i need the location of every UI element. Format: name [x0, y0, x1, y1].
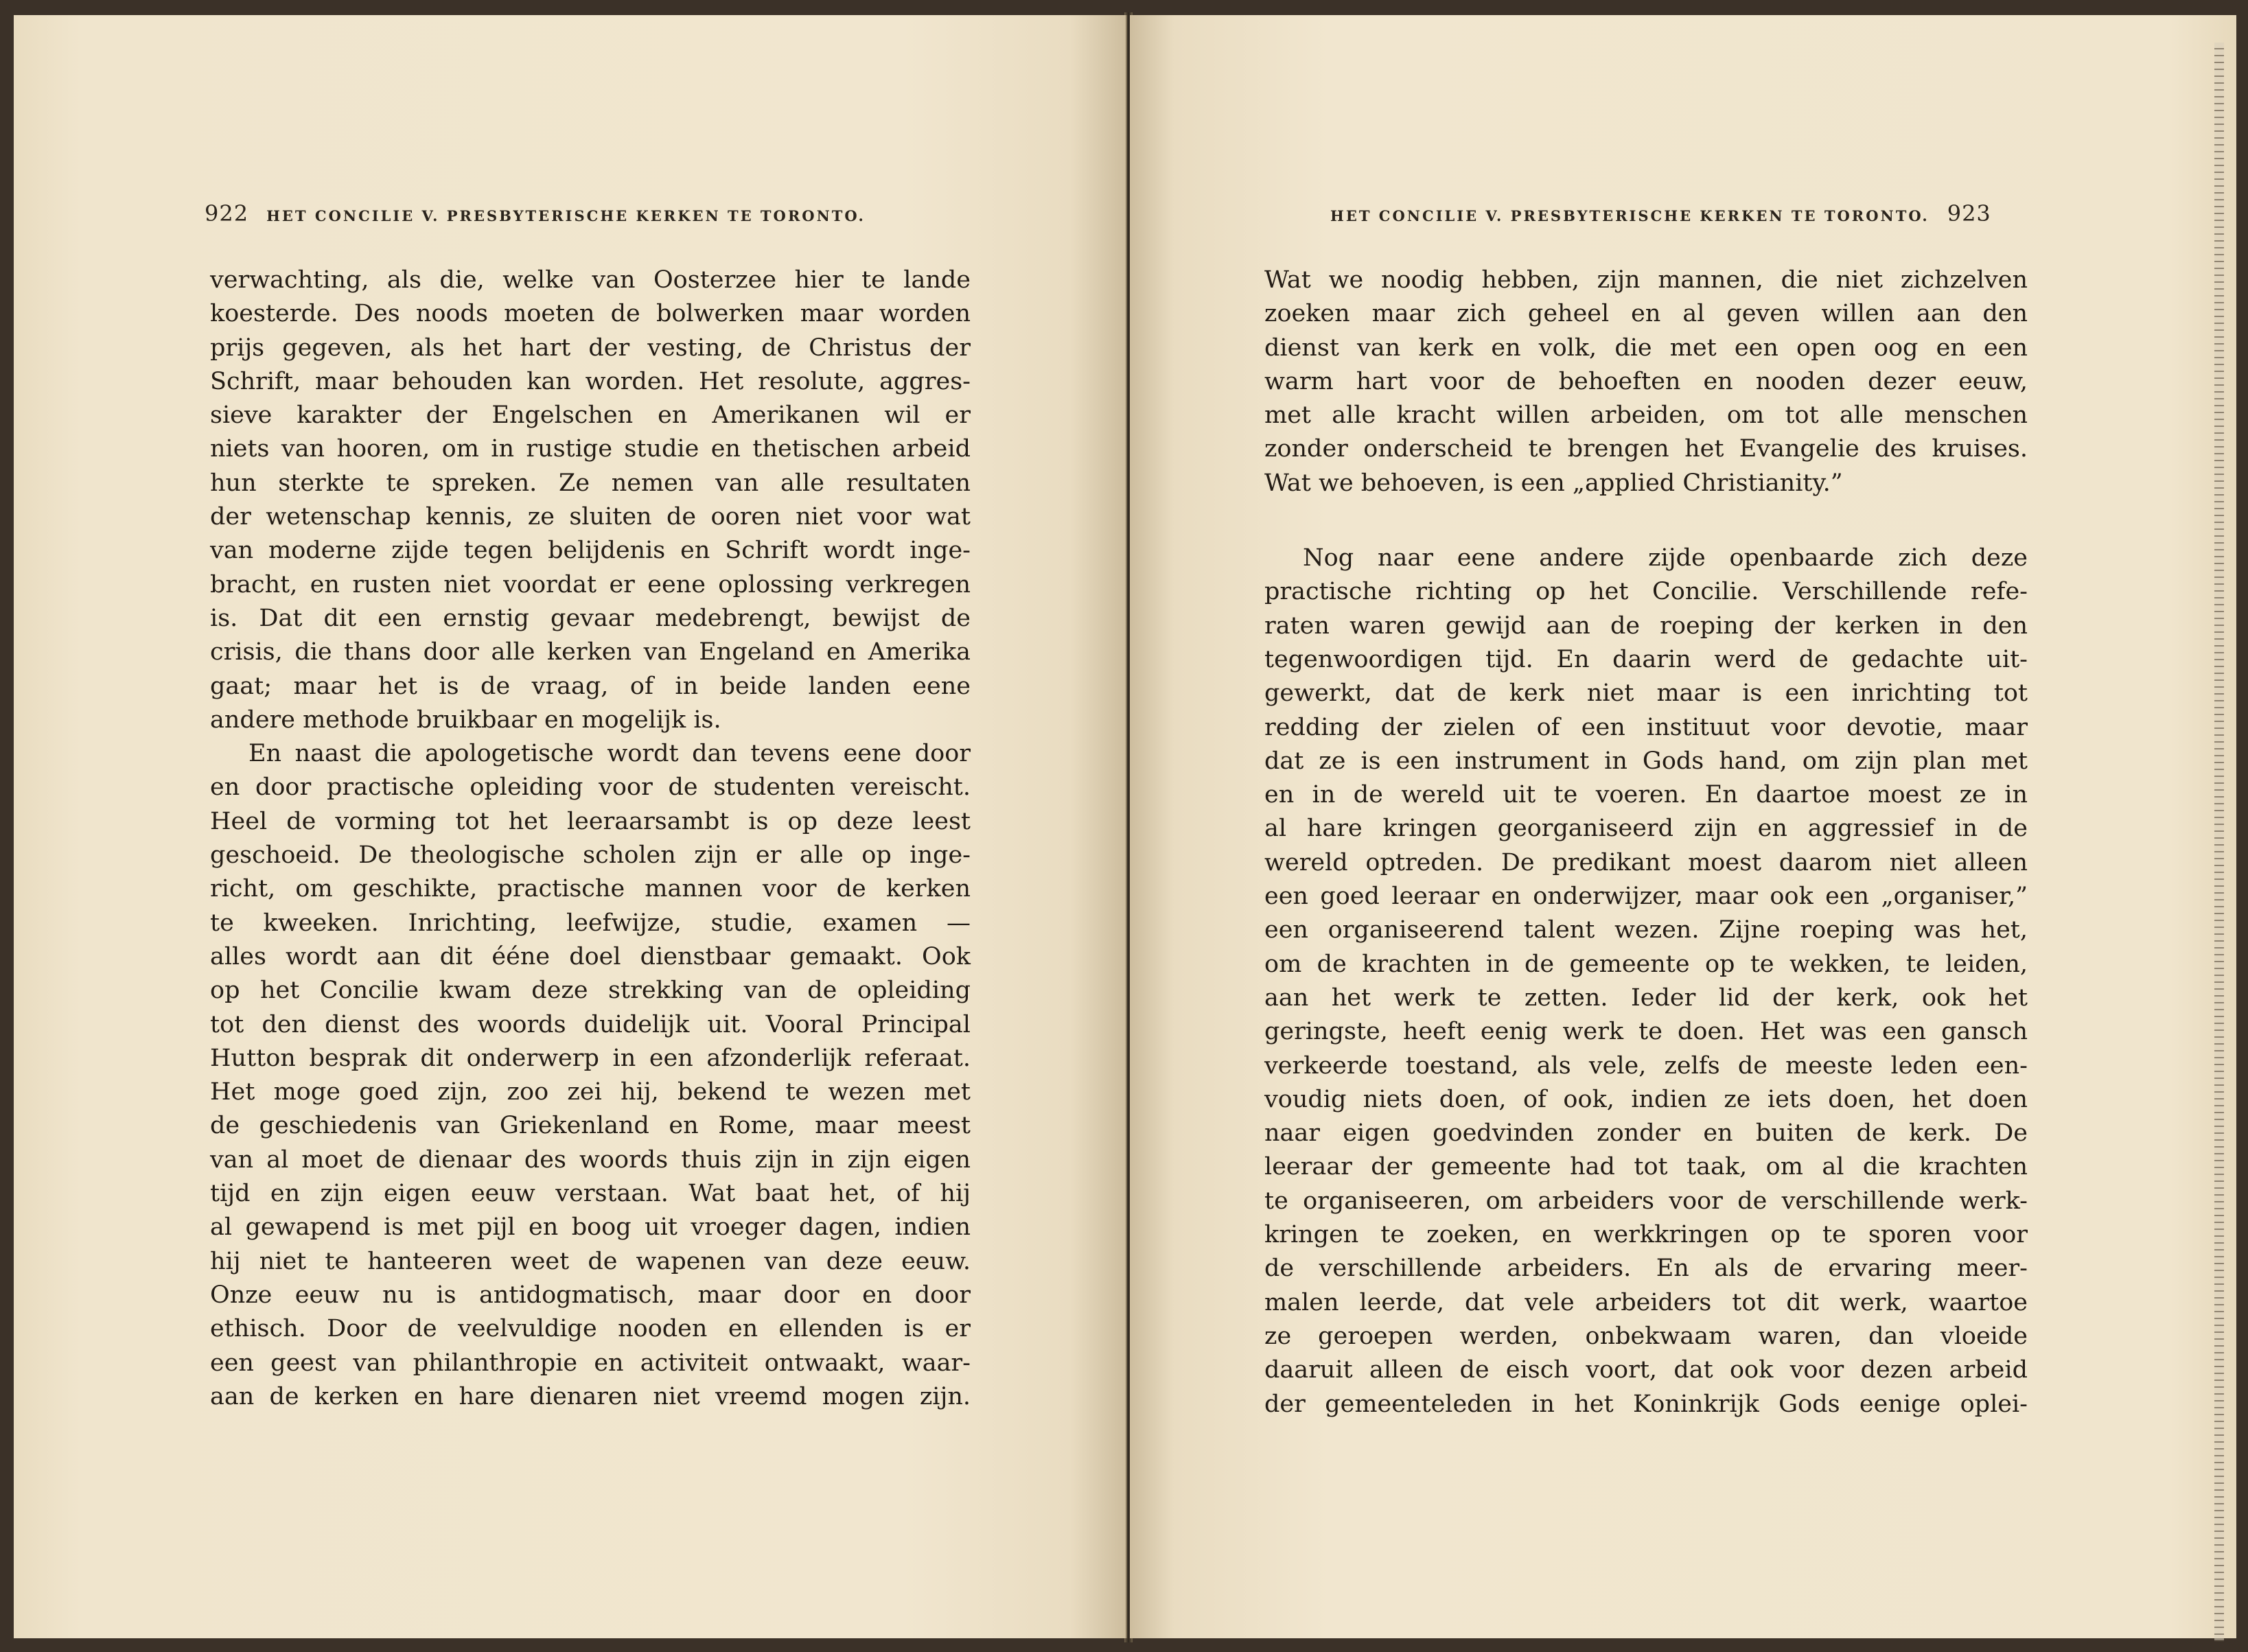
- text-line: malen leerde, dat vele arbeiders tot dit werk, waartoe: [1264, 1288, 2028, 1316]
- text-line: crisis, die thans door alle kerken van Engeland en Amerika: [210, 638, 971, 666]
- text-line: ze geroepen werden, onbekwaam waren, dan vloeide: [1264, 1322, 2028, 1350]
- text-line: tijd en zijn eigen eeuw verstaan. Wat baat het, of hij: [210, 1180, 971, 1208]
- left-page-number: 922: [205, 200, 249, 226]
- text-line: Wat we noodig hebben, zijn mannen, die niet zichzelven: [1264, 266, 2028, 294]
- text-line: ethisch. Door de veelvuldige nooden en ellenden is er: [210, 1315, 971, 1343]
- text-line: zonder onderscheid te brengen het Evangelie des kruises.: [1264, 435, 2028, 463]
- text-line: alles wordt aan dit ééne doel dienstbaar gemaakt. Ook: [210, 942, 971, 970]
- text-line: warm hart voor de behoeften en nooden dezer eeuw,: [1264, 367, 2028, 395]
- text-line: al gewapend is met pijl en boog uit vroeger dagen, indien: [210, 1213, 971, 1242]
- text-line: een organiseerend talent wezen. Zijne roeping was het,: [1264, 916, 2028, 944]
- text-line: dienst van kerk en volk, die met een open oog en een: [1264, 334, 2028, 362]
- text-line: Schrift, maar behouden kan worden. Het resolute, aggres-: [210, 367, 971, 395]
- text-line: gaat; maar het is de vraag, of in beide landen eene: [210, 672, 971, 700]
- text-line: koesterde. Des noods moeten de bolwerken maar worden: [210, 300, 971, 328]
- text-line: geschoeid. De theologische scholen zijn er alle op inge-: [210, 841, 971, 870]
- text-line: raten waren gewijd aan de roeping der kerken in den: [1264, 612, 2028, 640]
- text-line: voudig niets doen, of ook, indien ze iets doen, het doen: [1264, 1085, 2028, 1113]
- text-line: sieve karakter der Engelschen en Amerikanen wil er: [210, 402, 971, 430]
- text-line: Wat we behoeven, is een „applied Christianity.”: [1264, 469, 1843, 497]
- paragraph-gap: [1264, 500, 2028, 542]
- text-line: prijs gegeven, als het hart der vesting, de Christus der: [210, 334, 971, 362]
- text-line: richt, om geschikte, practische mannen voor de kerken: [210, 875, 971, 903]
- text-line: te kweeken. Inrichting, leefwijze, studie, examen —: [210, 909, 971, 937]
- text-line: der gemeenteleden in het Koninkrijk Gods eenige oplei-: [1264, 1390, 2028, 1418]
- text-line: te organiseeren, om arbeiders voor de verschillende werk-: [1264, 1187, 2028, 1215]
- text-line: om de krachten in de gemeente op te wekken, te leiden,: [1264, 950, 2028, 978]
- text-line: van moderne zijde tegen belijdenis en Schrift wordt inge-: [210, 537, 971, 565]
- text-line: zoeken maar zich geheel en al geven willen aan den: [1264, 300, 2028, 328]
- text-line: hun sterkte te spreken. Ze nemen van alle resultaten: [210, 469, 971, 497]
- left-running-head: [205, 200, 866, 226]
- text-line: Nog naar eene andere zijde openbaarde zich deze: [1303, 544, 2028, 572]
- left-page: [14, 15, 1127, 1638]
- text-line: tegenwoordigen tijd. En daarin werd de gedachte uit-: [1264, 645, 2028, 673]
- right-page: [1130, 15, 2236, 1638]
- text-line: naar eigen goedvinden zonder en buiten de kerk. De: [1264, 1119, 2028, 1148]
- text-line: niets van hooren, om in rustige studie en thetischen arbeid: [210, 435, 971, 463]
- text-line: en in de wereld uit te voeren. En daartoe moest ze in: [1264, 781, 2028, 809]
- right-running-title: HET CONCILIE V. PRESBYTERISCHE KERKEN TE TORONTO.: [1330, 207, 1930, 224]
- right-body-text: [1264, 264, 2028, 1421]
- text-line: Hutton besprak dit onderwerp in een afzonderlijk referaat.: [210, 1044, 971, 1072]
- text-line: met alle kracht willen arbeiden, om tot alle menschen: [1264, 402, 2028, 430]
- left-body-text: [210, 264, 971, 1414]
- scan-edge-ruler: [2214, 43, 2224, 1642]
- text-line: En naast die apologetische wordt dan tevens eene door: [248, 740, 971, 768]
- text-line: al hare kringen georganiseerd zijn en aggressief in de: [1264, 815, 2028, 843]
- text-line: Heel de vorming tot het leeraarsambt is op deze leest: [210, 807, 971, 835]
- text-line: op het Concilie kwam deze strekking van de opleiding: [210, 977, 971, 1005]
- text-line: practische richting op het Concilie. Verschillende refe-: [1264, 578, 2028, 606]
- text-line: redding der zielen of een instituut voor devotie, maar: [1264, 713, 2028, 741]
- text-line: een geest van philanthropie en activiteit ontwaakt, waar-: [210, 1349, 971, 1377]
- text-line: andere methode bruikbaar en mogelijk is.: [210, 706, 721, 734]
- text-line: dat ze is een instrument in Gods hand, om zijn plan met: [1264, 747, 2028, 775]
- text-line: is. Dat dit een ernstig gevaar medebrengt, bewijst de: [210, 604, 971, 632]
- text-line: leeraar der gemeente had tot taak, om al die krachten: [1264, 1153, 2028, 1181]
- right-running-head: [1330, 200, 1991, 226]
- text-line: wereld optreden. De predikant moest daarom niet alleen: [1264, 848, 2028, 876]
- text-line: gewerkt, dat de kerk niet maar is een inrichting tot: [1264, 679, 2028, 708]
- text-line: verwachting, als die, welke van Oosterzee hier te lande: [210, 266, 971, 294]
- text-line: tot den dienst des woords duidelijk uit. Vooral Principal: [210, 1010, 971, 1038]
- text-line: der wetenschap kennis, ze sluiten de ooren niet voor wat: [210, 503, 971, 531]
- text-line: bracht, en rusten niet voordat er eene oplossing verkregen: [210, 570, 971, 598]
- text-line: Het moge goed zijn, zoo zei hij, bekend te wezen met: [210, 1078, 971, 1106]
- text-line: aan het werk te zetten. Ieder lid der kerk, ook het: [1264, 984, 2028, 1012]
- text-line: en door practische opleiding voor de studenten vereischt.: [210, 773, 971, 802]
- text-line: hij niet te hanteeren weet de wapenen van deze eeuw.: [210, 1247, 971, 1275]
- text-line: daaruit alleen de eisch voort, dat ook voor dezen arbeid: [1264, 1356, 2028, 1384]
- text-line: aan de kerken en hare dienaren niet vreemd mogen zijn.: [210, 1382, 971, 1410]
- text-line: de verschillende arbeiders. En als de ervaring meer-: [1264, 1255, 2028, 1283]
- text-line: verkeerde toestand, als vele, zelfs de meeste leden een-: [1264, 1051, 2028, 1080]
- text-line: geringste, heeft eenig werk te doen. Het was een gansch: [1264, 1018, 2028, 1046]
- text-line: van al moet de dienaar des woords thuis zijn in zijn eigen: [210, 1145, 971, 1174]
- text-line: de geschiedenis van Griekenland en Rome, maar meest: [210, 1112, 971, 1140]
- right-page-number: 923: [1947, 200, 1991, 226]
- left-running-title: HET CONCILIE V. PRESBYTERISCHE KERKEN TE TORONTO.: [266, 207, 866, 224]
- text-line: kringen te zoeken, en werkkringen op te sporen voor: [1264, 1221, 2028, 1249]
- text-line: Onze eeuw nu is antidogmatisch, maar door en door: [210, 1281, 971, 1309]
- text-line: een goed leeraar en onderwijzer, maar ook een „organiser,”: [1264, 883, 2028, 911]
